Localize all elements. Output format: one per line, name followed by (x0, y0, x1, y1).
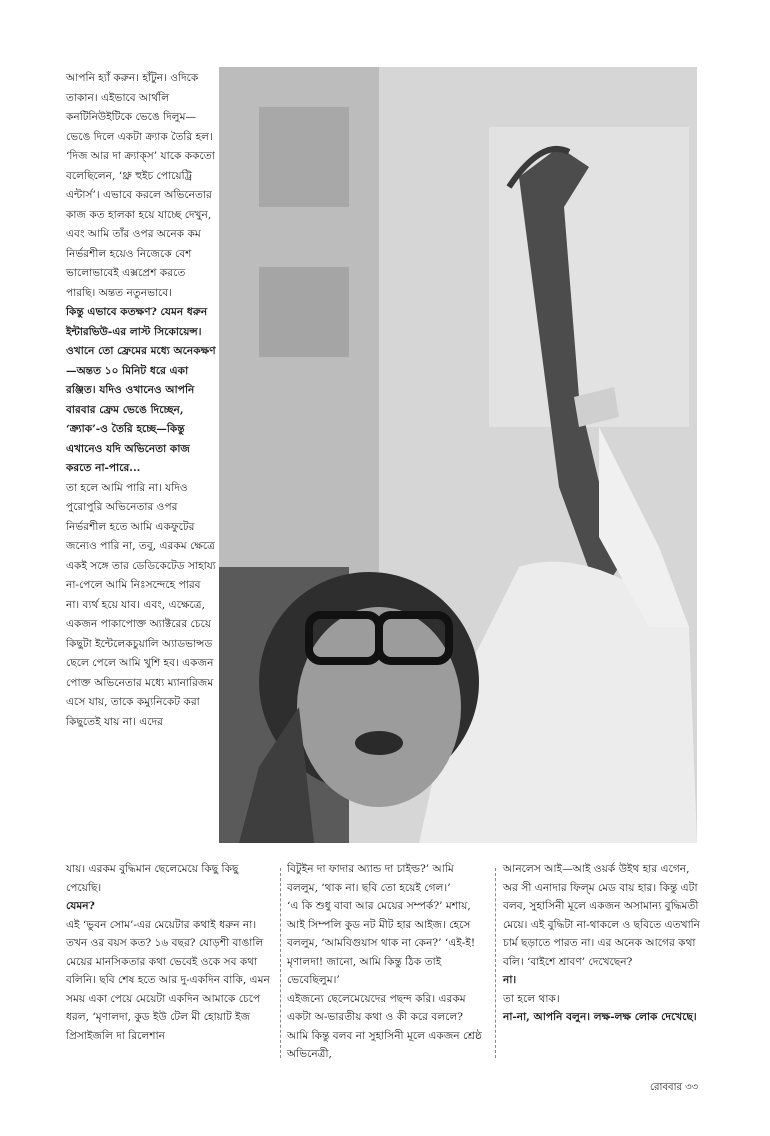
col3-paragraph-1: আনলেস আই—আই ওয়র্ক উইথ হার এগেন, অর সী এনাদার ফিল্‌ম মেড বায় হার। কিন্তু এটা বলব, সুহাসিনী মূলে একজন অসামান্য বুদ্ধিমতী মেয়ে। এই বুদ্ধিটা না-থাকলে ও ছবিতে এতখানি চার্ম ছড়াতে পারত না। এর অনেক আগের কথা বলি। ‘বাইশে শ্রাবণ’ দেখেছেন? (503, 863, 700, 968)
bottom-column-1 (66, 860, 275, 1045)
column-rule-1 (280, 868, 281, 1058)
col3-answer-1: না। (503, 974, 517, 986)
col2-paragraph-1: বিটুইন দা ফাদার অ্যান্ড দা চাইল্ড?’ আমি বললুম, ‘থাক না। ছবি তো হয়েই গেল।’ (287, 863, 454, 894)
col2-paragraph-3: এইজন্যে ছেলেমেয়েদের পছন্দ করি। এরকম একটা অ-ভারতীয় কথা ও কী করে বললে? আমি কিন্তু বলব না সুহাসিনী মূলে একজন শ্রেষ্ঠ অভিনেত্রী, (287, 992, 482, 1060)
page-footer: রোববার ৩৩ (650, 1082, 699, 1093)
left-paragraph-1: আপনি হ্যাঁ করুন। হাঁটুন। ওদিকে তাকান। এইভাবে আর্থলি কনটিনিউইটিকে ভেঙে দিলুম—ভেঙে দিলে একটা ক্র্যাক তৈরি হল। ‘দিজ আর দা ক্র্যাক্‌স’ যাকে ককতো বলেছিলেন, ‘থ্রু হুইচ পোয়েট্রি এন্টার্স’। এভাবে করলে অভিনেতার কাজ কত হালকা হয়ে যাচ্ছে দেখুন, এবং আমি তাঁর ওপর অনেক কম নির্ভরশীল হয়েও নিজেকে বেশ ভালোভাবেই এক্সপ্রেশ করতে পারছি। অন্তত নতুনভাবে। (66, 72, 215, 299)
column-rule-2 (495, 868, 496, 1058)
col1-paragraph-1: যায়। এরকম বুদ্ধিমান ছেলেমেয়ে কিছু কিছু পেয়েছি। (66, 863, 239, 894)
bottom-column-3 (503, 860, 703, 1027)
left-text-column (66, 69, 216, 732)
col1-paragraph-2: এই ‘ভুবন সোম’-এর মেয়েটার কথাই ধরুন না। তখন ওর বয়স কত? ১৬ বছর? যোড়শী বাঙালি মেয়ের মানসিকতার কথা ভেবেই ওকে সব কথা বলিনি। ছবি শেষ হতে আর দু-একদিন বাকি, এমন সময় একা পেয়ে মেয়েটা একদিন আমাকে চেপে ধরল, ‘মৃণালদা, কুড ইউ টেল মী হোয়াট ইজ প্রিসাইজলি দা রিলেশান (66, 918, 270, 1042)
photo-illustration (219, 67, 697, 843)
left-paragraph-2: তা হলে আমি পারি না। যদিও পুরোপুরি অভিনেতার ওপর নির্ভরশীল হতে আমি একফুটের জন্যেও পারি না, তবু, এরকম ক্ষেত্রে একই সঙ্গে তার ডেডিকেটেড সাহায্য না-পেলে আমি নিঃসন্দেহে পারব না। ব্যর্থ হয়ে যাব। এবং, এক্ষেত্রে, একজন পাকাপোক্ত অ্যাক্টরের চেয়ে কিছুটা ইন্টেলেকচুয়ালি অ্যাডভান্সড ছেলে পেলে আমি খুশি হব। একজন পোক্ত অভিনেতার মধ্যে ম্যানারিজম এসে যায়, তাকে কম্যুনিকেট করা কিছুতেই যায় না। এদের (66, 481, 216, 728)
photograph (219, 67, 697, 843)
col3-question: না-না, আপনি বলুন। লক্ষ-লক্ষ লোক দেখেছে। (503, 1011, 697, 1023)
bottom-column-2 (287, 860, 487, 1064)
left-question-1: কিন্তু এভাবে কতক্ষণ? যেমন ধরুন ইন্টারভিউ-এর লাস্ট সিকোয়েন্স। ওখানে তো ফ্রেমের মধ্যে অনেকক্ষণ—অন্তত ১০ মিনিট ধরে একা রঞ্জিত। যদিও ওখানেও আপনি বারবার ফ্রেম ভেঙে দিচ্ছেন, ‘ক্র্যাক’-ও তৈরি হচ্ছে—কিন্তু এখানেও যদি অভিনেতা কাজ করতে না-পারে... (66, 306, 216, 474)
col1-question: যেমন? (66, 900, 95, 912)
col3-paragraph-2: তা হলে থাক। (503, 992, 560, 1005)
col2-paragraph-2: ‘এ কি শুধু বাবা আর মেয়ের সম্পর্ক?’ মশায়, আই সিম্পলি কুড নট মীট হার আইজ। হেসে বললুম, ‘আমবিগুয়াস থাক না কেন?’ ‘এই-ই! মৃণালদা! জানো, আমি কিন্তু ঠিক তাই ভেবেছিলুম।’ (287, 900, 476, 986)
